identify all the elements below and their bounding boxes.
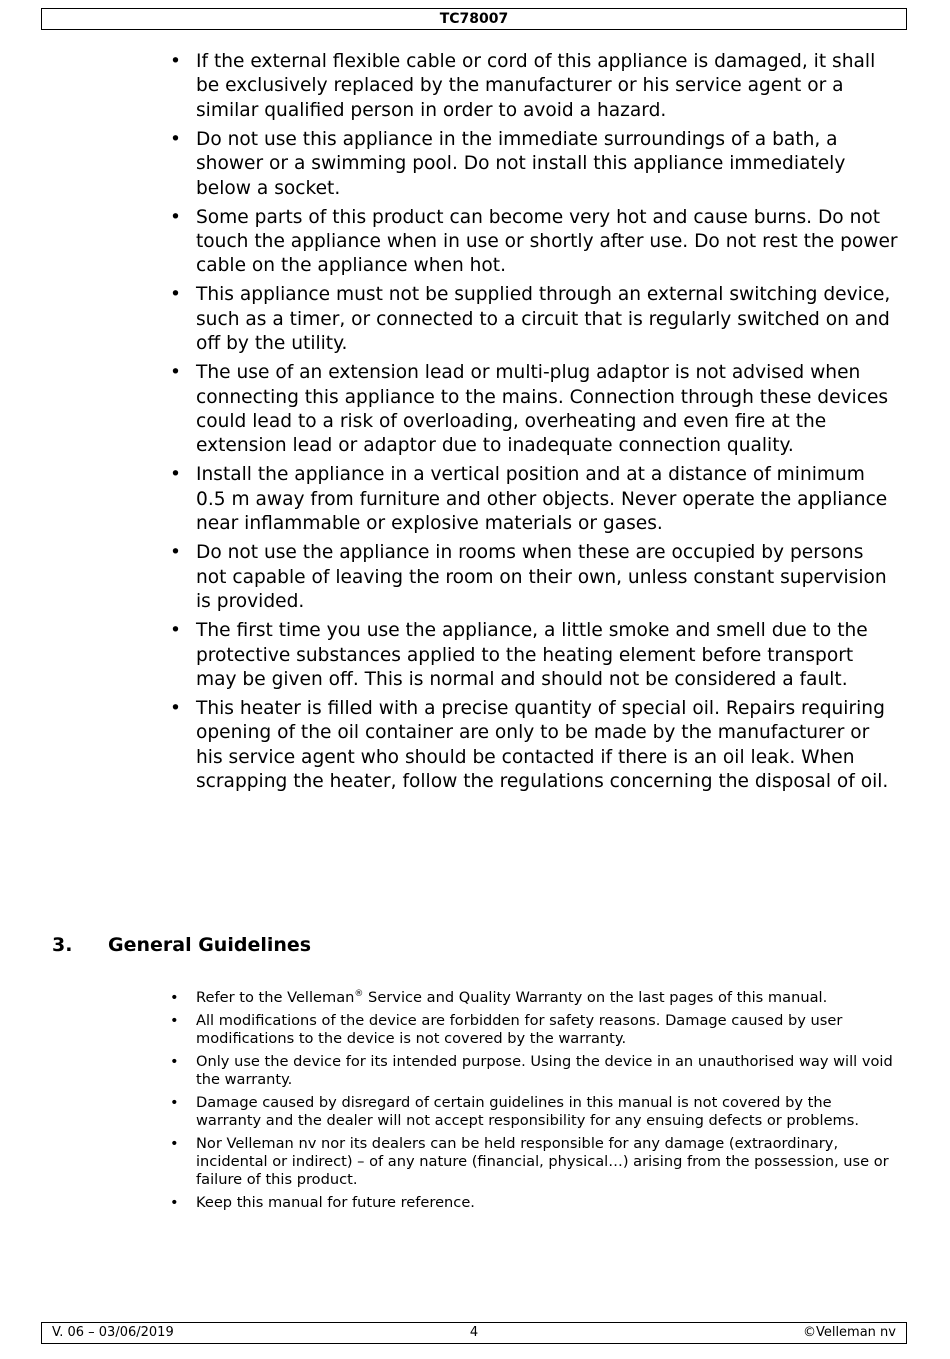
list-item-text: This appliance must not be supplied through an external switching device, such as a timer, or connected to a circuit that is regularly switched on and off by the utility. [196,284,891,355]
copyright-notice: ©Velleman nv [802,1325,896,1340]
list-item [170,1012,898,1048]
list-item-text: Nor Velleman nv nor its dealers can be held responsible for any damage (extraordinary, incidental or indirect) – of any nature (financial, physical…) arising from the possession, use or failure of this product. [196,1135,889,1188]
list-item-text: If the external flexible cable or cord of this appliance is damaged, it shall be exclusively replaced by the manufacturer or his service agent or a similar qualified person in order to avoid a hazard. [196,51,876,121]
list-item-text: The first time you use the appliance, a little smoke and smell due to the protective substances applied to the heating element before transport may be given off. This is normal and should not be considered a fault. [196,620,868,690]
list-item-text: Do not use this appliance in the immediate surroundings of a bath, a shower or a swimming pool. Do not install this appliance immediately below a socket. [196,128,846,199]
bullet-icon: • [170,1194,179,1211]
bullet-icon: • [170,1012,179,1029]
registered-mark: ® [354,989,364,1000]
page-footer [41,1322,907,1344]
page-number: 4 [469,1325,479,1340]
list-item [170,283,898,356]
list-item-text: Install the appliance in a vertical position and at a distance of minimum 0.5 m away from furniture and other objects. Never operate the appliance near inflammable or explosive materials or gases. [196,464,888,535]
safety-instructions-list [170,50,898,799]
general-guidelines-list [170,989,898,1217]
section-heading [52,932,311,958]
bullet-icon: • [170,128,181,150]
list-item [170,463,898,536]
list-item [170,1094,898,1130]
list-item-text: Some parts of this product can become very hot and cause burns. Do not touch the appliance when in use or shortly after use. Do not rest the power cable on the appliance when hot. [196,206,898,277]
bullet-icon: • [170,284,181,306]
list-item [170,541,898,614]
version-date: V. 06 – 03/06/2019 [52,1325,174,1340]
bullet-icon: • [170,1053,179,1070]
list-item [170,989,898,1007]
list-item [170,619,898,692]
bullet-icon: • [170,620,181,642]
bullet-icon: • [170,697,181,719]
list-item [170,206,898,279]
list-item-text: Keep this manual for future reference. [196,1194,475,1211]
bullet-icon: • [170,464,181,486]
section-title: General Guidelines [108,934,312,956]
bullet-icon: • [170,1135,179,1152]
list-item-text: All modifications of the device are forbidden for safety reasons. Damage caused by user modifications to the device is not covered by the warranty. [196,1012,843,1047]
list-item-text: This heater is filled with a precise quantity of special oil. Repairs requiring opening of the oil container are only to be made by the manufacturer or his service agent who should be contacted if there is an oil leak. When scrapping the heater, follow the regulations concerning the disposal of oil. [196,697,889,793]
list-item [170,50,898,123]
list-item [170,697,898,795]
bullet-icon: • [170,542,181,564]
list-item-text: Refer to the Velleman® Service and Quality Warranty on the last pages of this manual. [196,989,828,1006]
list-item [170,1194,898,1212]
list-item [170,1053,898,1089]
bullet-icon: • [170,989,179,1006]
bullet-icon: • [170,206,181,228]
section-number: 3. [52,934,73,956]
bullet-icon: • [170,51,181,72]
bullet-icon: • [170,362,181,384]
list-item-text: Damage caused by disregard of certain guidelines in this manual is not covered by the warranty and the dealer will not accept responsibility for any ensuing defects or problems. [196,1094,860,1129]
page-header [41,8,907,30]
list-item-text: The use of an extension lead or multi-plug adaptor is not advised when connecting this appliance to the mains. Connection through these devices could lead to a risk of overloading, overheating and even fire at the extension lead or adaptor due to inadequate connection quality. [196,362,889,457]
list-item [170,361,898,459]
list-item-text: Only use the device for its intended purpose. Using the device in an unauthorised way will void the warranty. [196,1053,893,1088]
list-item-text: Do not use the appliance in rooms when these are occupied by persons not capable of leaving the room on their own, unless constant supervision is provided. [196,542,887,613]
bullet-icon: • [170,1094,179,1111]
list-item [170,128,898,201]
document-title: TC78007 [439,11,509,27]
list-item [170,1135,898,1189]
